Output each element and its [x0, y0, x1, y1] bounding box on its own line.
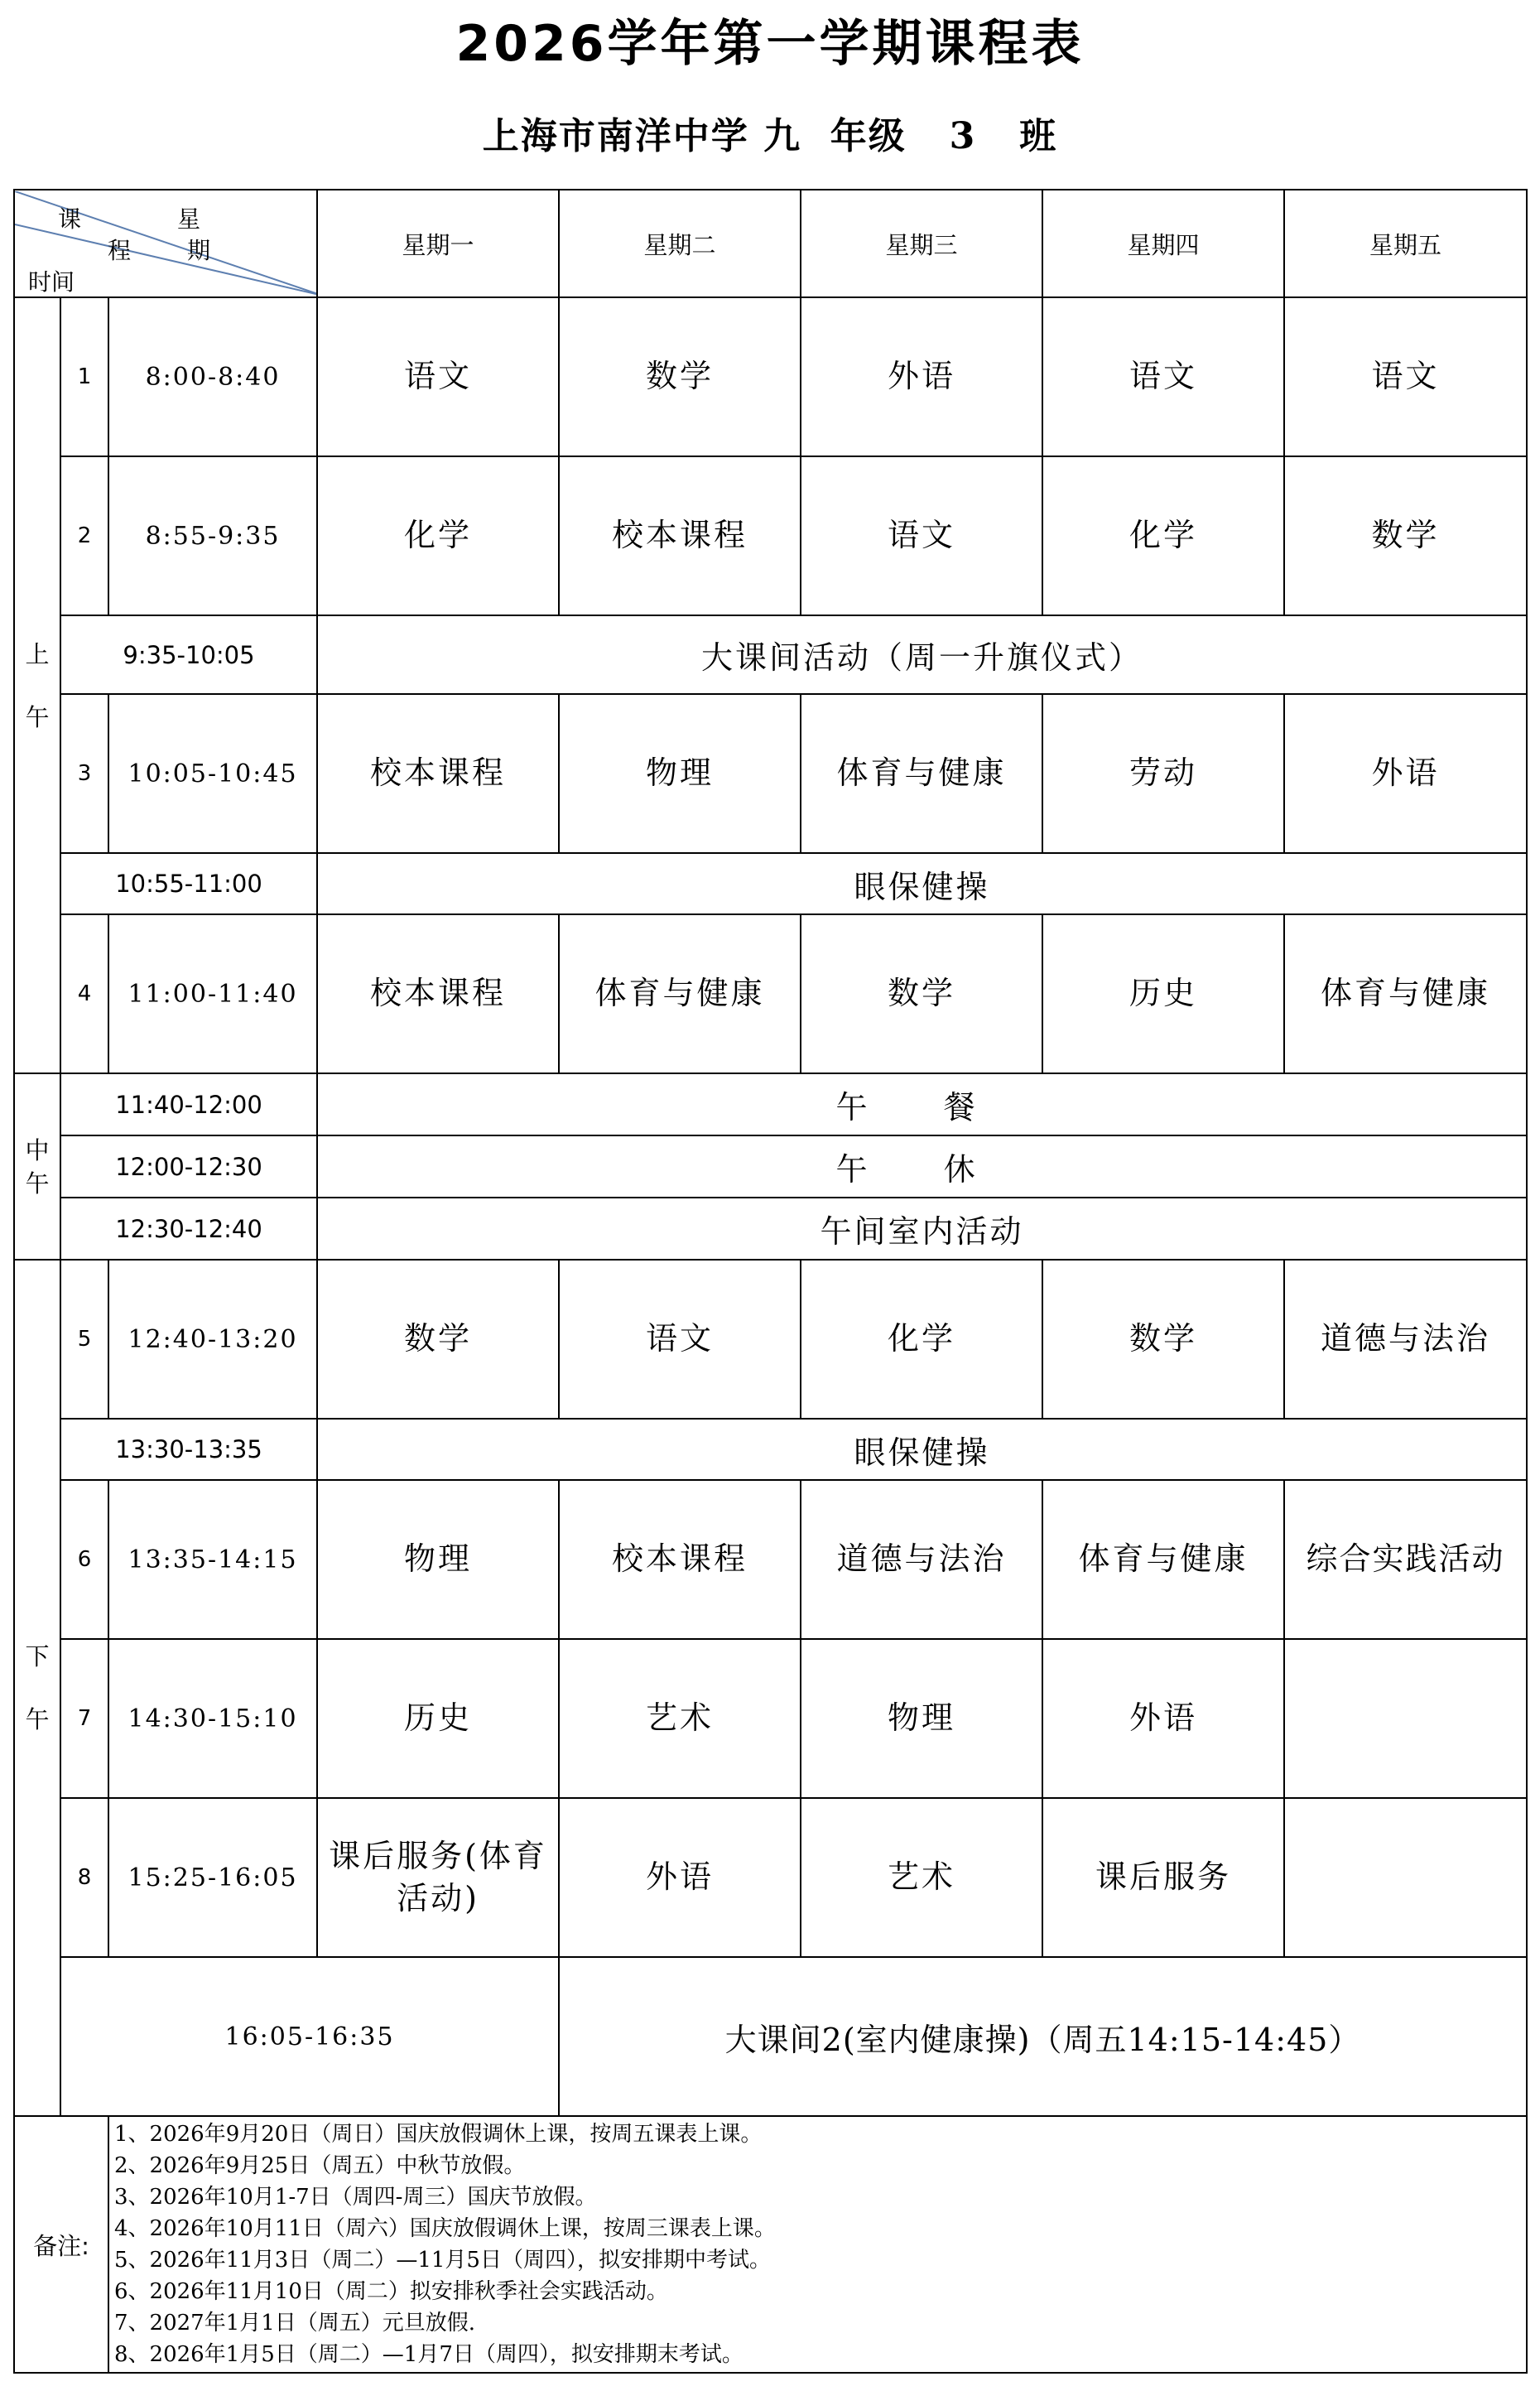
note-item: 1、2026年9月20日（周日）国庆放假调休上课，按周五课表上课。	[114, 2122, 763, 2147]
subject-cell: 校本课程	[317, 694, 559, 853]
lesson-number: 2	[60, 456, 108, 615]
subject-cell: 艺术	[801, 1798, 1042, 1957]
day-header-tue: 星期二	[559, 190, 801, 297]
subject-cell: 课后服务	[1042, 1798, 1284, 1957]
corner-ke: 课	[58, 205, 82, 233]
subject-cell: 历史	[317, 1639, 559, 1798]
eye-exercise-row	[14, 1419, 1527, 1480]
lesson-number: 5	[60, 1260, 108, 1419]
lesson-number: 6	[60, 1480, 108, 1639]
subject-cell: 数学	[317, 1260, 559, 1419]
lesson-time: 8:00-8:40	[108, 297, 317, 456]
subject-cell: 外语	[559, 1798, 801, 1957]
lesson-time: 13:35-14:15	[108, 1480, 317, 1639]
subject-cell	[1284, 1639, 1527, 1798]
subject-cell: 数学	[559, 297, 801, 456]
subject-cell: 数学	[1284, 456, 1527, 615]
lesson-row-5	[14, 1260, 1527, 1419]
corner-qi: 期	[187, 237, 211, 264]
subject-cell: 数学	[1042, 1260, 1284, 1419]
subject-cell: 外语	[1284, 694, 1527, 853]
timetable	[13, 189, 1528, 2374]
lesson-row-2	[14, 456, 1527, 615]
lesson-number: 1	[60, 297, 108, 456]
lesson-row-1	[14, 297, 1527, 456]
subject-cell: 语文	[559, 1260, 801, 1419]
lesson-time: 11:00-11:40	[108, 914, 317, 1073]
subject-cell: 化学	[317, 456, 559, 615]
subject-cell: 语文	[1284, 297, 1527, 456]
notes-row	[14, 2116, 1527, 2373]
subject-cell: 物理	[559, 694, 801, 853]
lesson-row-7	[14, 1639, 1527, 1798]
lesson-time: 8:55-9:35	[108, 456, 317, 615]
big-break2-label: 大课间2(室内健康操)（周五14:15-14:45）	[559, 1957, 1527, 2116]
subject-cell	[1284, 1798, 1527, 1957]
lesson-row-8	[14, 1798, 1527, 1957]
break-time: 16:05-16:35	[60, 1957, 559, 2116]
subject-cell: 历史	[1042, 914, 1284, 1073]
big-break-row	[14, 615, 1527, 694]
period-label-morning: 上午	[14, 297, 60, 1073]
day-header-wed: 星期三	[801, 190, 1042, 297]
notes-label: 备注:	[14, 2116, 108, 2373]
subject-cell: 校本课程	[559, 456, 801, 615]
big-break2-row	[14, 1957, 1527, 2116]
eye-exercise-label: 眼保健操	[317, 853, 1527, 914]
lesson-row-4	[14, 914, 1527, 1073]
corner-shijian: 时间	[28, 268, 75, 296]
note-item: 3、2026年10月1-7日（周四-周三）国庆节放假。	[114, 2185, 597, 2210]
note-item: 8、2026年1月5日（周二）—1月7日（周四），拟安排期末考试。	[114, 2342, 744, 2367]
subject-cell: 校本课程	[317, 914, 559, 1073]
subject-cell: 课后服务(体育活动)	[317, 1798, 559, 1957]
subject-cell: 体育与健康	[1042, 1480, 1284, 1639]
note-item: 4、2026年10月11日（周六）国庆放假调休上课，按周三课表上课。	[114, 2216, 776, 2241]
page-title: 2026学年第一学期课程表	[455, 15, 1085, 73]
period-label-afternoon: 下午	[14, 1260, 60, 2116]
subject-cell: 化学	[1042, 456, 1284, 615]
break-time: 13:30-13:35	[60, 1419, 317, 1480]
eye-exercise-label: 眼保健操	[317, 1419, 1527, 1480]
notes-list	[108, 2116, 1527, 2373]
break-time: 12:30-12:40	[60, 1198, 317, 1260]
lesson-time: 14:30-15:10	[108, 1639, 317, 1798]
subject-cell: 数学	[801, 914, 1042, 1073]
break-time: 12:00-12:30	[60, 1135, 317, 1198]
subject-cell: 综合实践活动	[1284, 1480, 1527, 1639]
corner-xing: 星	[177, 205, 201, 233]
subject-cell: 物理	[801, 1639, 1042, 1798]
lunch-label: 午 餐	[317, 1073, 1527, 1135]
lesson-number: 7	[60, 1639, 108, 1798]
big-break-label: 大课间活动（周一升旗仪式）	[317, 615, 1527, 694]
lesson-number: 4	[60, 914, 108, 1073]
subject-cell: 语文	[801, 456, 1042, 615]
subject-cell: 物理	[317, 1480, 559, 1639]
subject-cell: 外语	[801, 297, 1042, 456]
nap-row	[14, 1135, 1527, 1198]
lunch-row	[14, 1073, 1527, 1135]
note-item: 5、2026年11月3日（周二）—11月5日（周四），拟安排期中考试。	[114, 2248, 771, 2273]
period-label-noon: 中午	[14, 1073, 60, 1260]
day-header-fri: 星期五	[1284, 190, 1527, 297]
school-class-subtitle: 上海市南洋中学 九 年级 3 班	[482, 115, 1058, 157]
subject-cell: 道德与法治	[1284, 1260, 1527, 1419]
day-header-thu: 星期四	[1042, 190, 1284, 297]
lesson-row-3	[14, 694, 1527, 853]
subject-cell: 语文	[1042, 297, 1284, 456]
subject-cell: 语文	[317, 297, 559, 456]
note-item: 2、2026年9月25日（周五）中秋节放假。	[114, 2153, 526, 2178]
corner-cheng: 程	[108, 237, 132, 264]
corner-cell	[14, 190, 317, 297]
subject-cell: 体育与健康	[801, 694, 1042, 853]
lesson-time: 15:25-16:05	[108, 1798, 317, 1957]
subject-cell: 道德与法治	[801, 1480, 1042, 1639]
break-time: 11:40-12:00	[60, 1073, 317, 1135]
lesson-number: 8	[60, 1798, 108, 1957]
subject-cell: 校本课程	[559, 1480, 801, 1639]
noon-activity-label: 午间室内活动	[317, 1198, 1527, 1260]
subject-cell: 化学	[801, 1260, 1042, 1419]
subject-cell: 劳动	[1042, 694, 1284, 853]
subject-cell: 外语	[1042, 1639, 1284, 1798]
lesson-number: 3	[60, 694, 108, 853]
lesson-time: 10:05-10:45	[108, 694, 317, 853]
lesson-row-6	[14, 1480, 1527, 1639]
subject-cell: 体育与健康	[1284, 914, 1527, 1073]
break-time: 9:35-10:05	[60, 615, 317, 694]
eye-exercise-row	[14, 853, 1527, 914]
lesson-time: 12:40-13:20	[108, 1260, 317, 1419]
note-item: 6、2026年11月10日（周二）拟安排秋季社会实践活动。	[114, 2279, 668, 2304]
noon-activity-row	[14, 1198, 1527, 1260]
header-row	[14, 190, 1527, 297]
break-time: 10:55-11:00	[60, 853, 317, 914]
nap-label: 午 休	[317, 1135, 1527, 1198]
subject-cell: 体育与健康	[559, 914, 801, 1073]
day-header-mon: 星期一	[317, 190, 559, 297]
note-item: 7、2027年1月1日（周五）元旦放假.	[114, 2311, 476, 2336]
subject-cell: 艺术	[559, 1639, 801, 1798]
